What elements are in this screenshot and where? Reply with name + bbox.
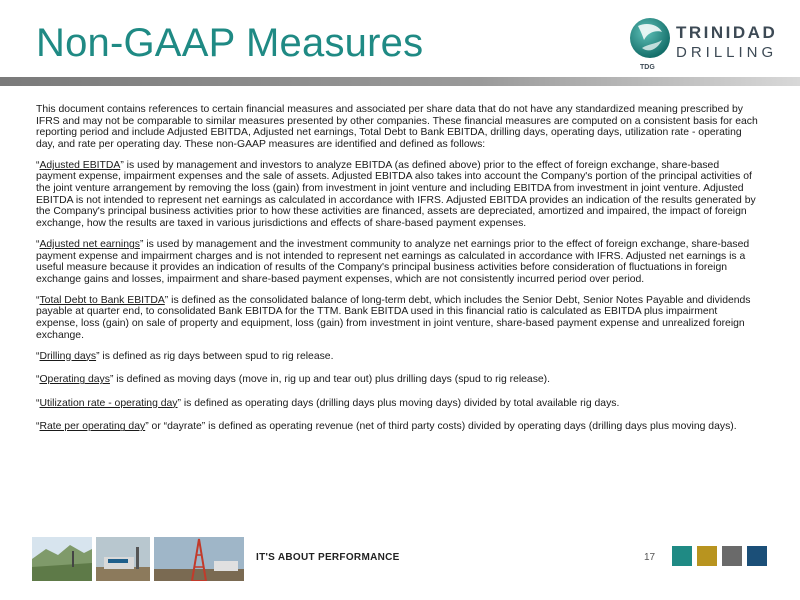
page-number: 17 bbox=[644, 552, 656, 563]
globe-swirl-icon bbox=[628, 14, 672, 64]
footer-swatch-navy bbox=[747, 546, 767, 566]
rig-mast-photo bbox=[154, 537, 244, 581]
definition-drilling-days: “Drilling days” is defined as rig days between spud to rig release. bbox=[36, 350, 334, 362]
term-rate-per-operating-day: Rate per operating day bbox=[39, 421, 146, 433]
drilling-site-photo bbox=[96, 537, 150, 581]
definition-adjusted-net-earnings: “Adjusted net earnings” is used by management and the investment community to analyze net earnings prior to the effect of foreign exchange, share-based payment expense and impairment charges and is not intended to represent net earnings as calculated in accordance with IFRS. Adjusted net earnings is a useful measure because it provides an indication of results of the Company's principal business activities before consideration of fluctuations in foreign exchange gains and losses, impairment and share-based payment expenses, which are not consistently incurred period over period. bbox=[36, 238, 750, 285]
term-total-debt: Total Debt to Bank EBITDA bbox=[39, 294, 165, 306]
definition-text: is used by management and the investment community to analyze net earnings prior to the effect of foreign exchange, share-based payment expense and impairment charges and is not intended to represent net earnings as calculated in accordance with IFRS. Adjusted net earnings is a useful measure because it provides an indication of results of the Company's principal business activities before consideration of fluctuations in foreign exchange gains and losses, impairment and share-based payment expenses, which are not consistently incurred period over period. bbox=[36, 238, 750, 285]
term-drilling-days: Drilling days bbox=[39, 350, 97, 362]
definition-text: is defined as operating days (drilling days plus moving days) divided by total available rig days. bbox=[180, 397, 620, 409]
definition-rate-per-operating-day: “Rate per operating day” or “dayrate” is defined as operating revenue (net of third party costs) divided by operating days (drilling days plus moving days). bbox=[36, 421, 737, 433]
definition-text: is defined as rig days between spud to rig release. bbox=[99, 350, 334, 362]
footer-swatch-teal bbox=[672, 546, 692, 566]
definitions-body bbox=[36, 104, 760, 443]
definition-adjusted-ebitda: “Adjusted EBITDA” is used by management and investors to analyze EBITDA (as defined above) prior to the effect of foreign exchange, share-based payment expense, impairment expenses and the sale of assets. Adjusted EBITDA also takes into account the Company's portion of the principal activities of the joint venture arrangement by removing the loss (gain) from investment in joint venture and including EBITDA from investment in joint venture. Adjusted EBITDA is not intended to represent net earnings as calculated in accordance with IFRS. Adjusted EBITDA provides an indication of the results generated by the Company's principal business activities prior to how these activities are financed, assets are depreciated, amortized and impaired, the impact of foreign exchange, how the results are taxed in various jurisdictions and effects of share-based payment expenses. bbox=[36, 159, 756, 229]
term-utilization-rate: Utilization rate - operating day bbox=[39, 397, 178, 409]
header-divider bbox=[0, 77, 800, 86]
footer-tagline: IT'S ABOUT PERFORMANCE bbox=[256, 552, 400, 563]
term-operating-days: Operating days bbox=[39, 374, 110, 386]
definition-utilization-rate: “Utilization rate - operating day” is defined as operating days (drilling days plus moving days) divided by total available rig days. bbox=[36, 397, 620, 409]
definition-total-debt: “Total Debt to Bank EBITDA” is defined as the consolidated balance of long-term debt, which includes the Senior Debt, Senior Notes Payable and dividends payable at quarter end, to consolidated Bank EBITDA for the TTM. Bank EBITDA used in this financial ratio is calculated as EBITDA plus impairment expense, loss (gain) on sale of property and equipment, loss (gain) from investment in joint venture, share-based payment expense and unrealized foreign exchange. bbox=[36, 294, 751, 341]
definition-text: or “dayrate” is defined as operating revenue (net of third party costs) divided by operating days (drilling days plus moving days). bbox=[148, 421, 737, 433]
term-adjusted-net-earnings: Adjusted net earnings bbox=[39, 238, 140, 250]
logo-badge: TDG bbox=[640, 64, 655, 71]
rig-landscape-photo bbox=[32, 537, 92, 581]
company-logo bbox=[628, 14, 788, 74]
definition-text: is defined as moving days (move in, rig up and tear out) plus drilling days (spud to rig release). bbox=[113, 374, 551, 386]
term-adjusted-ebitda: Adjusted EBITDA bbox=[39, 159, 121, 171]
definition-text: is defined as the consolidated balance of long-term debt, which includes the Senior Debt, Senior Notes Payable and dividends payable at quarter end, to consolidated Bank EBITDA for the TTM. Bank EBITDA used in this financial ratio is calculated as EBITDA plus impairment expense, loss (gain) on sale of property and equipment, loss (gain) from investment in joint venture, share-based payment expense and unrealized foreign exchange. bbox=[36, 294, 751, 341]
intro-paragraph: This document contains references to certain financial measures and associated per share data that do not have any standardized meaning prescribed by IFRS and may not be comparable to similar measures presented by other companies. These financial measures are computed on a consistent basis for each reporting period and include Adjusted EBITDA, Adjusted net earnings, Total Debt to Bank EBITDA, drilling days, operating days, utilization rate - operating day, and rate per operating day. These non-GAAP measures are identified and defined as follows: bbox=[36, 104, 758, 150]
footer-swatch-gold bbox=[697, 546, 717, 566]
page-title: Non-GAAP Measures bbox=[36, 21, 424, 65]
definition-operating-days: “Operating days” is defined as moving days (move in, rig up and tear out) plus drilling days (spud to rig release). bbox=[36, 374, 551, 386]
footer-swatch-gray bbox=[722, 546, 742, 566]
logo-text-drilling: DRILLING bbox=[676, 44, 778, 61]
definition-text: is used by management and investors to analyze EBITDA (as defined above) prior to the effect of foreign exchange, share-based payment expense, impairment expenses and the sale of assets. Adjusted EBITDA also takes into account the Company's portion of the principal activities of the joint venture arrangement by removing the loss (gain) from investment in joint venture and including EBITDA from investment in joint venture. Adjusted EBITDA is not intended to represent net earnings as calculated in accordance with IFRS. Adjusted EBITDA provides an indication of the results generated by the Company's principal business activities prior to how these activities are financed, assets are depreciated, amortized and impaired, the impact of foreign exchange, how the results are taxed in various jurisdictions and effects of share-based payment expenses. bbox=[36, 159, 756, 229]
logo-text-trinidad: TRINIDAD bbox=[676, 23, 778, 42]
